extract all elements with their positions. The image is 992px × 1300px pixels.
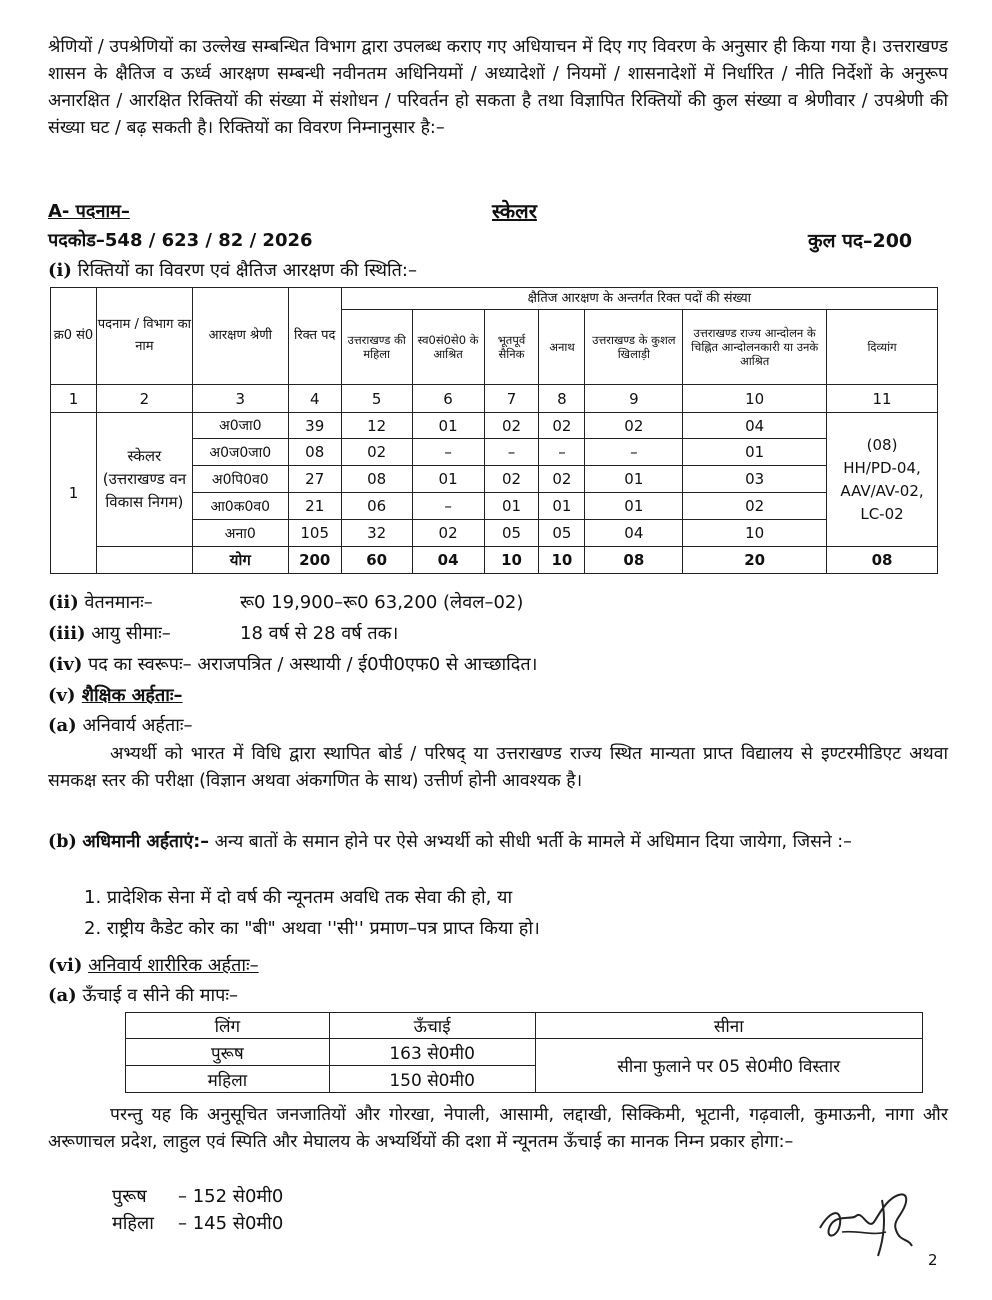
height-chest-table bbox=[125, 1012, 923, 1093]
table-cell: – bbox=[484, 439, 539, 466]
table-row bbox=[51, 413, 938, 439]
table-cell: – bbox=[412, 439, 484, 466]
table-cell: 10 bbox=[683, 520, 827, 547]
table-cell: 04 bbox=[585, 520, 683, 547]
vacant-cell: 39 bbox=[288, 413, 341, 439]
section-i-heading bbox=[48, 259, 417, 283]
table-cell: 05 bbox=[484, 520, 539, 547]
header-gender: लिंग bbox=[126, 1013, 330, 1039]
table-cell: 08 bbox=[341, 466, 412, 493]
col-number: 8 bbox=[539, 385, 585, 413]
physical-heading bbox=[48, 954, 259, 978]
table-cell: – bbox=[539, 439, 585, 466]
intro-paragraph bbox=[48, 34, 948, 142]
height-chest-label: ऊँचाई व सीने की मापः– bbox=[82, 985, 238, 1006]
preferential-text: अन्य बातों के समान होने पर ऐसे अभ्यर्थी को सीधी भर्ती के मामले में अधिमान दिया जायेगा, जिसने :– bbox=[214, 832, 852, 852]
education-label: शैक्षिक अर्हताः– bbox=[81, 685, 183, 706]
table-cell: 05 bbox=[539, 520, 585, 547]
header-horizontal: क्षैतिज आरक्षण के अन्तर्गत रिक्त पदों की संख्या bbox=[341, 288, 937, 310]
table-cell: 12 bbox=[341, 413, 412, 439]
col-number: 1 bbox=[51, 385, 97, 413]
table-cell: 02 bbox=[412, 520, 484, 547]
header-category: आरक्षण श्रेणी bbox=[192, 288, 288, 385]
chest-cell: सीना फुलाने पर 05 से0मी0 विस्तार bbox=[535, 1039, 923, 1093]
pay-value: रू0 19,900–रू0 63,200 (लेवल–02) bbox=[240, 592, 524, 613]
category-cell: अ0ज0जा0 bbox=[192, 439, 288, 466]
total-cell: 08 bbox=[827, 547, 938, 574]
nature-label: पद का स्वरूपः– bbox=[88, 654, 192, 675]
divyang-line: AAV/AV-02, bbox=[840, 481, 924, 500]
nature-row bbox=[48, 653, 537, 677]
total-cell: 08 bbox=[585, 547, 683, 574]
header-chest: सीना bbox=[535, 1013, 923, 1039]
table-cell: 01 bbox=[484, 493, 539, 520]
gender-cell: महिला bbox=[126, 1066, 330, 1093]
divyang-cell bbox=[827, 413, 938, 547]
proviso-paragraph bbox=[48, 1102, 948, 1156]
table-cell: 01 bbox=[412, 413, 484, 439]
preferential-label: अधिमानी अर्हताएं:– bbox=[82, 832, 209, 852]
age-row bbox=[48, 622, 171, 646]
proviso-text: परन्तु यह कि अनुसूचित जनजातियों और गोरखा, नेपाली, आसामी, लद्दाखी, सिक्किमी, भूटानी, गढ़वाली, कुमाऊनी, नागा और अरूणाचल प्रदेश, लाहुल एवं स्पिति और मेघालय के अभ्यर्थियों की दशा में न्यूनतम ऊँचाई का मानक निम्न प्रकार होगा:– bbox=[48, 1105, 948, 1152]
vacant-cell: 27 bbox=[288, 466, 341, 493]
col-number: 11 bbox=[827, 385, 938, 413]
header-vacant: रिक्त पद bbox=[288, 288, 341, 385]
min-height-value: – 152 से0मी0 bbox=[178, 1186, 284, 1207]
table-cell: 02 bbox=[341, 439, 412, 466]
min-height-value: – 145 से0मी0 bbox=[178, 1213, 284, 1234]
page-number: 2 bbox=[928, 1251, 938, 1269]
category-cell: आ0क0व0 bbox=[192, 493, 288, 520]
post-name: स्केलर bbox=[492, 199, 537, 223]
physical-label: अनिवार्य शारीरिक अर्हताः– bbox=[88, 955, 259, 976]
table-cell: – bbox=[585, 439, 683, 466]
education-heading bbox=[48, 684, 183, 708]
table-cell: – bbox=[412, 493, 484, 520]
pay-scale-row bbox=[48, 591, 153, 615]
total-empty-cell bbox=[96, 547, 192, 574]
preferential-number: (b) bbox=[48, 832, 77, 852]
table-cell: 01 bbox=[539, 493, 585, 520]
post-code: पदकोड–548 / 623 / 82 / 2026 bbox=[48, 230, 313, 251]
divyang-count: (08) bbox=[866, 435, 898, 454]
table-cell: 02 bbox=[539, 413, 585, 439]
vacant-cell: 105 bbox=[288, 520, 341, 547]
header-height: ऊँचाई bbox=[329, 1013, 535, 1039]
total-posts: कुल पद–200 bbox=[808, 230, 913, 252]
table-cell: 01 bbox=[412, 466, 484, 493]
table-cell: 01 bbox=[683, 439, 827, 466]
mandatory-heading bbox=[48, 714, 193, 738]
total-cell: 10 bbox=[539, 547, 585, 574]
mandatory-text: अभ्यर्थी को भारत में विधि द्वारा स्थापित बोर्ड / परिषद् या उत्तराखण्ड राज्य स्थित मान्यता प्राप्त विद्यालय से इण्टरमीडिएट अथवा समकक्ष स्तर की परीक्षा (विज्ञान अथवा अंकगणित के साथ) उत्तीर्ण होनी आवश्यक है। bbox=[48, 744, 948, 791]
pay-number: (ii) bbox=[48, 592, 79, 613]
table-cell: 02 bbox=[683, 493, 827, 520]
total-cell: 200 bbox=[288, 547, 341, 574]
table-total-row bbox=[51, 547, 938, 574]
age-number: (iii) bbox=[48, 623, 86, 644]
column-number-row bbox=[51, 385, 938, 413]
header-divyang: दिव्यांग bbox=[827, 310, 938, 385]
table-cell: 02 bbox=[539, 466, 585, 493]
mandatory-label: अनिवार्य अर्हताः– bbox=[82, 715, 193, 736]
col-number: 6 bbox=[412, 385, 484, 413]
col-number: 2 bbox=[96, 385, 192, 413]
post-dept-cell: स्केलर (उत्तराखण्ड वन विकास निगम) bbox=[96, 413, 192, 547]
total-cell: 20 bbox=[683, 547, 827, 574]
post-label: A- पदनाम– bbox=[48, 201, 130, 222]
divyang-line: LC-02 bbox=[860, 504, 904, 523]
col-number: 3 bbox=[192, 385, 288, 413]
preferential-item: 2. राष्ट्रीय कैडेट कोर का "बी" अथवा ''सी'' प्रमाण–पत्र प्राप्त किया हो। bbox=[84, 918, 540, 939]
header-post-dept: पदनाम / विभाग का नाम bbox=[96, 288, 192, 385]
header-sportspersons: उत्तराखण्ड के कुशल खिलाड़ी bbox=[585, 310, 683, 385]
height-chest-number: (a) bbox=[48, 985, 77, 1006]
vacant-cell: 21 bbox=[288, 493, 341, 520]
mandatory-number: (a) bbox=[48, 715, 77, 736]
gender-cell: पुरूष bbox=[126, 1039, 330, 1066]
total-cell: 04 bbox=[412, 547, 484, 574]
total-cell: 60 bbox=[341, 547, 412, 574]
min-height-gender: महिला bbox=[112, 1213, 154, 1234]
vacant-cell: 08 bbox=[288, 439, 341, 466]
header-agitators: उत्तराखण्ड राज्य आन्दोलन के चिह्नित आन्दोलनकारी या उनके आश्रित bbox=[683, 310, 827, 385]
physical-number: (vi) bbox=[48, 955, 83, 976]
table-cell: 01 bbox=[585, 466, 683, 493]
nature-value: अराजपत्रित / अस्थायी / ई0पी0एफ0 से आच्छादित। bbox=[197, 654, 538, 675]
category-cell: अ0जा0 bbox=[192, 413, 288, 439]
header-serial: क्र0 सं0 bbox=[51, 288, 97, 385]
header-orphan: अनाथ bbox=[539, 310, 585, 385]
age-label: आयु सीमाः– bbox=[91, 623, 171, 644]
table-cell: 03 bbox=[683, 466, 827, 493]
age-value: 18 वर्ष से 28 वर्ष तक। bbox=[240, 623, 399, 644]
divyang-line: HH/PD-04, bbox=[843, 458, 921, 477]
table-row bbox=[126, 1039, 923, 1066]
col-number: 7 bbox=[484, 385, 539, 413]
nature-number: (iv) bbox=[48, 654, 83, 675]
table-cell: 32 bbox=[341, 520, 412, 547]
signature-image bbox=[812, 1180, 922, 1265]
table-cell: 06 bbox=[341, 493, 412, 520]
mandatory-paragraph bbox=[48, 741, 948, 795]
category-cell: अ0पि0व0 bbox=[192, 466, 288, 493]
header-ex-servicemen: भूतपूर्व सैनिक bbox=[484, 310, 539, 385]
total-cell: 10 bbox=[484, 547, 539, 574]
table-cell: 02 bbox=[585, 413, 683, 439]
col-number: 5 bbox=[341, 385, 412, 413]
col-number: 9 bbox=[585, 385, 683, 413]
section-i-number: (i) bbox=[48, 260, 72, 281]
min-height-gender: पुरूष bbox=[112, 1186, 147, 1207]
table-cell: 02 bbox=[484, 413, 539, 439]
table-cell: 04 bbox=[683, 413, 827, 439]
height-chest-heading bbox=[48, 984, 238, 1008]
height-cell: 163 से0मी0 bbox=[329, 1039, 535, 1066]
section-i-text: रिक्तियों का विवरण एवं क्षैतिज आरक्षण की स्थिति:– bbox=[77, 260, 417, 281]
header-freedom-fighter-dependents: स्व0सं0से0 के आश्रित bbox=[412, 310, 484, 385]
vacancy-table bbox=[50, 287, 938, 574]
table-cell: 02 bbox=[484, 466, 539, 493]
intro-text: श्रेणियों / उपश्रेणियों का उल्लेख सम्बन्धित विभाग द्वारा उपलब्ध कराए गए अधियाचन में दिए गए विवरण के अनुसार ही किया गया है। उत्तराखण्ड शासन के क्षैतिज व ऊर्ध्व आरक्षण सम्बन्धी नवीनतम अधिनियमों / अध्यादेशों / नियमों / शासनादेशों में निर्धारित / नीति निर्देशों के अनुरूप अनारक्षित / आरक्षित रिक्तियों की संख्या में संशोधन / परिवर्तन हो सकता है तथा विज्ञापित रिक्तियों की कुल संख्या व श्रेणीवार / उपश्रेणी की संख्या घट / बढ़ सकती है। रिक्तियों का विवरण निम्नानुसार है:– bbox=[48, 37, 948, 138]
table-cell: 01 bbox=[585, 493, 683, 520]
col-number: 10 bbox=[683, 385, 827, 413]
total-label: योग bbox=[192, 547, 288, 574]
height-cell: 150 से0मी0 bbox=[329, 1066, 535, 1093]
pay-label: वेतनमानः– bbox=[84, 592, 153, 613]
preferential-paragraph bbox=[48, 829, 948, 856]
education-number: (v) bbox=[48, 685, 76, 706]
col-number: 4 bbox=[288, 385, 341, 413]
category-cell: अना0 bbox=[192, 520, 288, 547]
preferential-item: 1. प्रादेशिक सेना में दो वर्ष की न्यूनतम अवधि तक सेवा की हो, या bbox=[84, 887, 513, 908]
serial-cell: 1 bbox=[51, 413, 97, 574]
header-uk-women: उत्तराखण्ड की महिला bbox=[341, 310, 412, 385]
